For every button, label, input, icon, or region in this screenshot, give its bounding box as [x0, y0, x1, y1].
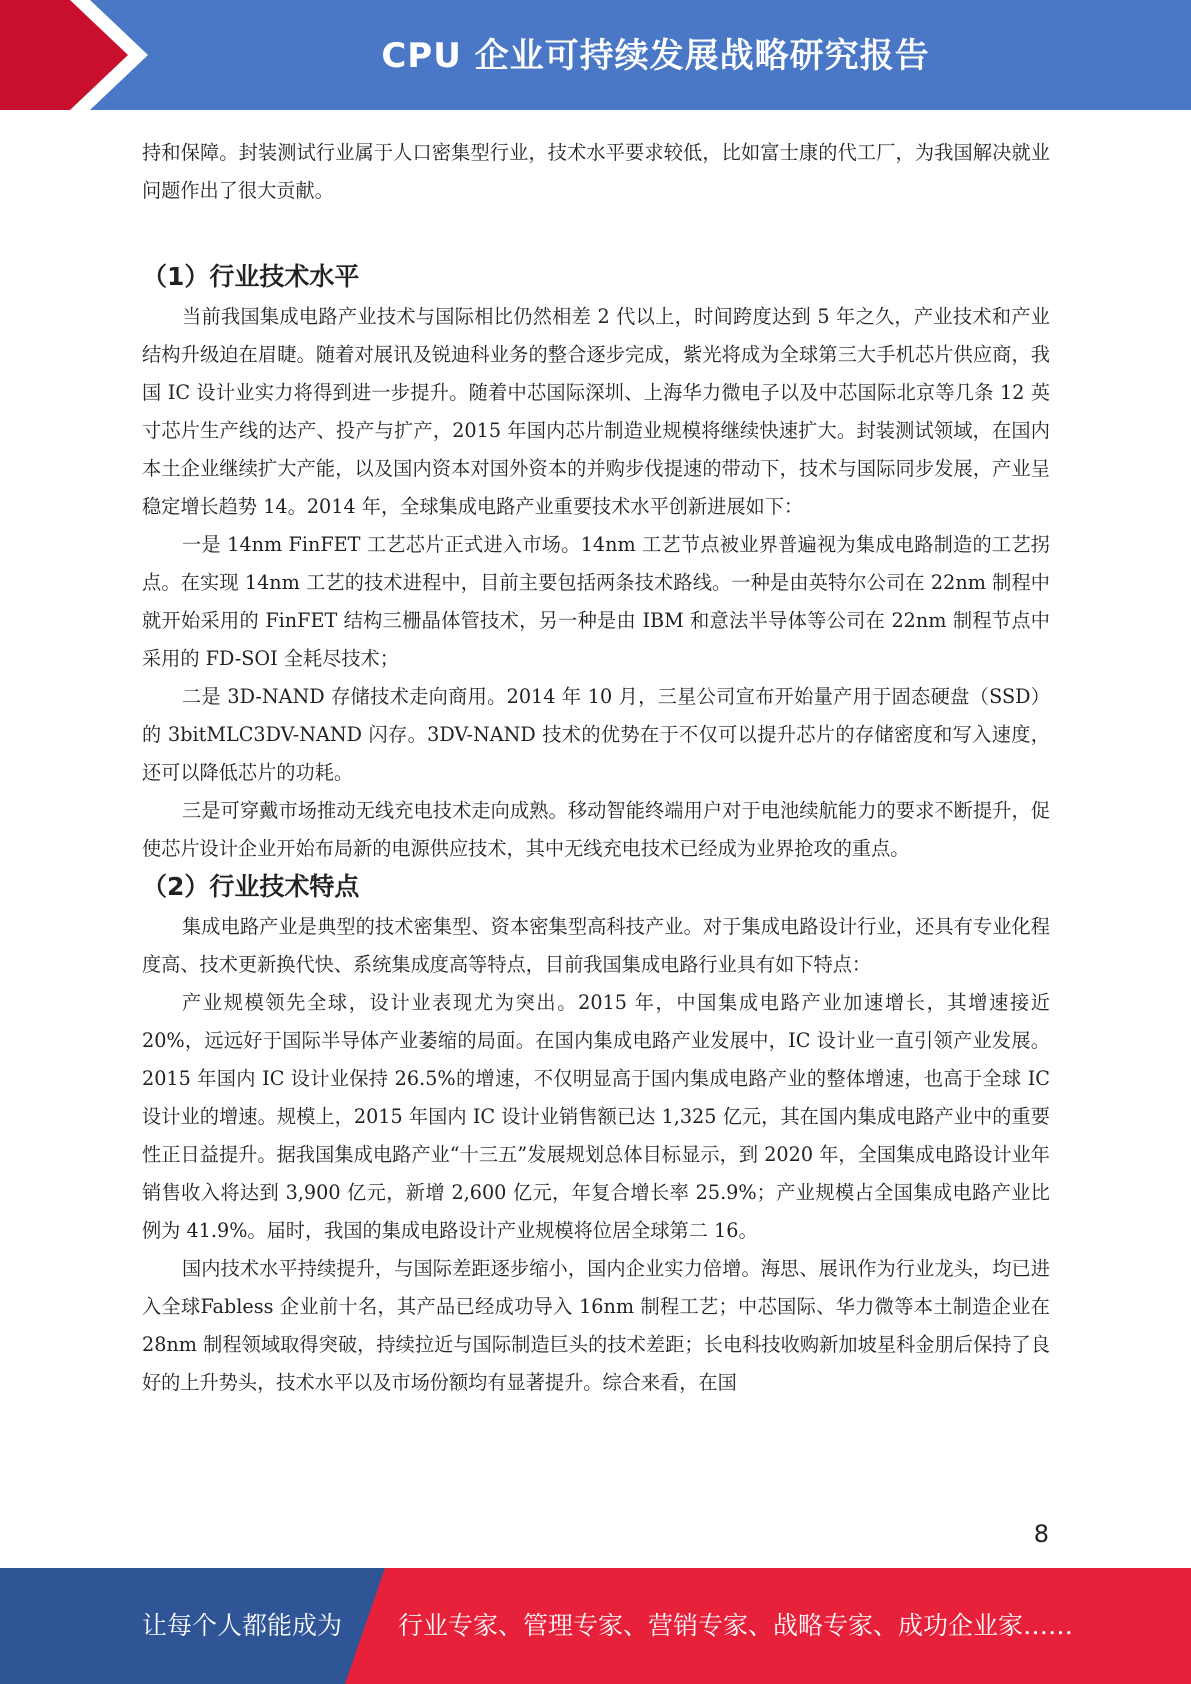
section-heading-tech-features: （2）行业技术特点 — [142, 872, 360, 901]
paragraph: 当前我国集成电路产业技术与国际相比仍然相差 2 代以上，时间跨度达到 5 年之久，产业技术和产业结构升级迫在眉睫。随着对展讯及锐迪科业务的整合逐步完成，紫光将成为全球第三大手机芯片供应商，我国 IC 设计业实力将得到进一步提升。随着中芯国际深圳、上海华力微电子以及中芯国际北京等几条 12 英寸芯片生产线的达产、投产与扩产，2015 年国内芯片制造业规模将继续快速扩大。封装测试领域，在国内本土企业继续扩大产能，以及国内资本对国外资本的并购步伐提速的带动下，技术与国际同步发展，产业呈稳定增长趋势 14。2014 年，全球集成电路产业重要技术水平创新进展如下： — [142, 305, 1050, 518]
paragraph: 产业规模领先全球，设计业表现尤为突出。2015 年，中国集成电路产业加速增长，其增速接近 20%，远远好于国际半导体产业萎缩的局面。在国内集成电路产业发展中，IC 设计业一直引领产业发展。2015 年国内 IC 设计业保持 26.5%的增速，不仅明显高于国内集成电路产业的整体增速，也高于全球 IC 设计业的增速。规模上，2015 年国内 IC 设计业销售额已达 1,325 亿元，其在国内集成电路产业中的重要性正日益提升。据我国集成电路产业“十三五”发展规划总体目标显示，到 2020 年，全国集成电路设计业年销售收入将达到 3,900 亿元，新增 2,600 亿元，年复合增长率 25.9%；产业规模占全国集成电路产业比例为 41.9%。届时，我国的集成电路设计产业规模将位居全球第二 16。 — [142, 991, 1050, 1242]
paragraph: 国内技术水平持续提升，与国际差距逐步缩小，国内企业实力倍增。海思、展讯作为行业龙头，均已进入全球Fabless 企业前十名，其产品已经成功导入 16nm 制程工艺；中芯国际、华力微等本土制造企业在 28nm 制程领域取得突破，持续拉近与国际制造巨头的技术差距；长电科技收购新加坡星科金朋后保持了良好的上升势头，技术水平以及市场份额均有显著提升。综合来看，在国 — [142, 1257, 1050, 1394]
paragraph: 集成电路产业是典型的技术密集型、资本密集型高科技产业。对于集成电路设计行业，还具有专业化程度高、技术更新换代快、系统集成度高等特点，目前我国集成电路行业具有如下特点： — [142, 915, 1050, 976]
paragraph: 二是 3D-NAND 存储技术走向商用。2014 年 10 月，三星公司宣布开始量产用于固态硬盘（SSD）的 3bitMLC3DV-NAND 闪存。3DV-NAND 技术的优势在于不仅可以提升芯片的存储密度和写入速度，还可以降低芯片的功耗。 — [142, 685, 1050, 784]
paragraph: 一是 14nm FinFET 工艺芯片正式进入市场。14nm 工艺节点被业界普遍视为集成电路制造的工艺拐点。在实现 14nm 工艺的技术进程中，目前主要包括两条技术路线。一种是由英特尔公司在 22nm 制程中就开始采用的 FinFET 结构三栅晶体管技术，另一种是由 IBM 和意法半导体等公司在 22nm 制程节点中采用的 FD-SOI 全耗尽技术； — [142, 533, 1050, 670]
footer-slogan-left: 让每个人都能成为 — [142, 1611, 343, 1640]
intro-paragraph: 持和保障。封装测试行业属于人口密集型行业，技术水平要求较低，比如富士康的代工厂，为我国解决就业问题作出了很大贡献。 — [142, 141, 1050, 202]
footer-slogan-right: 行业专家、管理专家、营销专家、战略专家、成功企业家…… — [398, 1611, 1074, 1640]
paragraph: 三是可穿戴市场推动无线充电技术走向成熟。移动智能终端用户对于电池续航能力的要求不断提升，促使芯片设计企业开始布局新的电源供应技术，其中无线充电技术已经成为业界抢攻的重点。 — [142, 799, 1050, 860]
report-title: CPU 企业可持续发展战略研究报告 — [381, 36, 930, 76]
page-header — [0, 0, 1191, 110]
section-heading-tech-level: （1）行业技术水平 — [142, 262, 360, 291]
page-footer — [0, 1568, 1191, 1684]
page-number: 8 — [1033, 1520, 1049, 1548]
document-body — [142, 134, 1050, 1402]
